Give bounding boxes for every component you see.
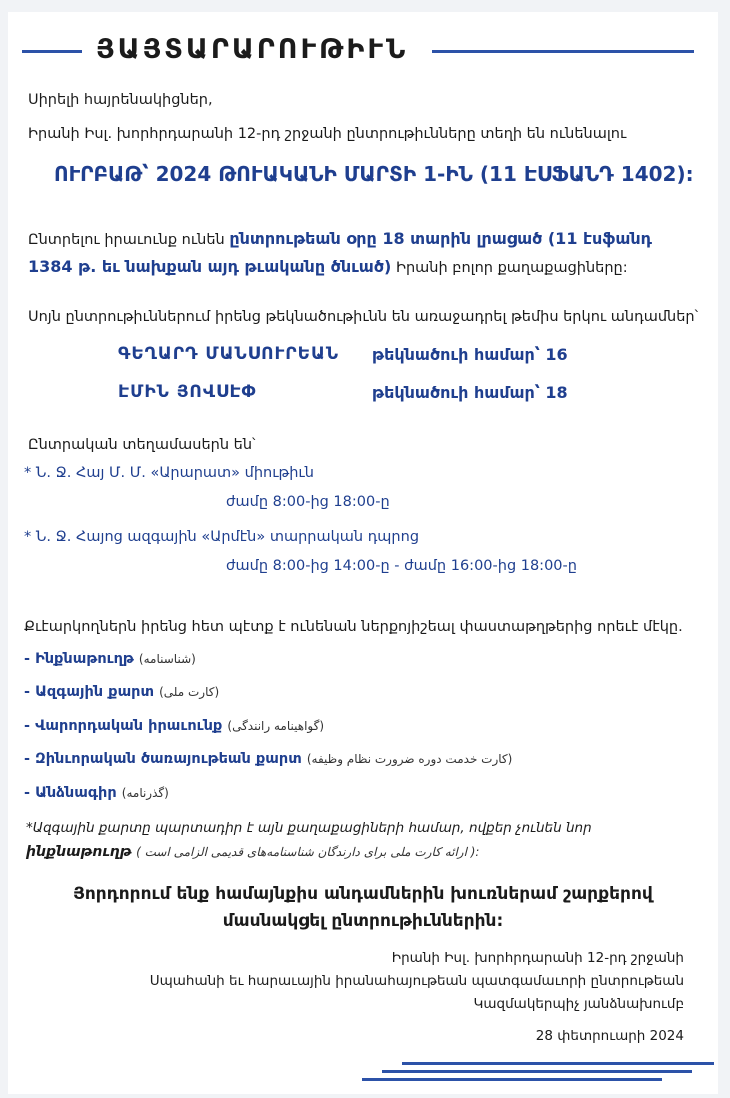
election-date-headline: ՈՒՐԲԱԹ՝ 2024 ԹՈՒԱԿԱՆԻ ՄԱՐՏԻ 1-ԻՆ (11 ԷՍՖԱՆԴ 1402): (54, 162, 694, 186)
document-label-3: - Վարորդական իրաւունք (24, 718, 223, 734)
document-item-2 (24, 684, 219, 700)
location-1-name: * Ն. Ջ. Հայ Մ. Մ. «Արարատ» միութիւն (24, 465, 314, 481)
document-label-4: - Զինւորական ծառայութեան քարտ (24, 751, 302, 767)
document-persian-5: (گذرنامه) (121, 786, 169, 800)
document-item-5 (24, 785, 169, 801)
signature-line-2: Սպահանի եւ հարաւային իրանահայութեան պատգամաւորի ընտրութեան (149, 973, 684, 989)
eligibility-highlight-2: 1384 թ. եւ նախքան այդ թւականը ծնւած) (28, 257, 392, 276)
location-1-hours: ժամը 8:00-ից 18:00-ը (226, 494, 390, 510)
note-line-1: *Ազգային քարտը պարտադիր է այն քաղաքացիների համար, ովքեր չունեն նոր (26, 820, 592, 836)
page-title: ՅԱՅՏԱՐԱՐՈՒԹԻՒՆ (96, 34, 409, 65)
location-2-hours: ժամը 8:00-ից 14:00-ը - ժամը 16:00-ից 18:00-ը (226, 558, 577, 574)
eligibility-suffix: Իրանի բոլոր քաղաքացիները: (395, 260, 628, 276)
eligibility-line-2 (28, 257, 628, 276)
document-persian-1: (شناسنامه) (138, 652, 196, 666)
eligibility-highlight-1: ընտրութեան օրը 18 տարին լրացած (11 էսֆանդ (229, 229, 652, 248)
greeting: Սիրելի հայրենակիցներ, (28, 92, 213, 108)
candidates-intro: Սոյն ընտրութիւններում իրենց թեկնածութիւնն են առաջադրել թեմիս երկու անդամներ՝ (28, 309, 699, 325)
candidate-number-2: թեկնածուի համար՝ 18 (372, 383, 568, 402)
document-persian-2: (کارت ملی) (159, 685, 220, 699)
candidate-number-1: թեկնածուի համար՝ 16 (372, 345, 568, 364)
note-line-2 (26, 844, 479, 860)
note-persian: ( ارائه کارت ملی برای دارندگان شناسنامه‌های قدیمی الزامی است ): (136, 845, 480, 859)
decorative-line-1 (402, 1062, 714, 1065)
document-persian-3: (گواهینامه رانندگی) (227, 719, 325, 733)
candidate-name-1: ԳԵՂԱՐԴ ՄԱՆՍՈՒՐԵԱՆ (118, 344, 339, 364)
eligibility-line-1 (28, 229, 652, 248)
location-2-name: * Ն. Ջ. Հայոց ազգային «Արմէն» տարրական դպրոց (24, 529, 419, 545)
document-item-1 (24, 651, 196, 667)
document-persian-4: (کارت خدمت دوره ضرورت نظام وظیفه) (306, 752, 513, 766)
note-armenian: ինքնաթուղթ (26, 844, 132, 860)
document-item-3 (24, 718, 324, 734)
documents-intro: Քւէարկողներն իրենց հետ պէտք է ունենան ներքոյիշեալ փաստաթղթերից որեւէ մէկը. (24, 619, 683, 635)
title-rule-right (432, 50, 694, 53)
document-item-4 (24, 751, 512, 767)
document-label-5: - Անձնագիր (24, 785, 117, 801)
closing-line-2: մասնակցել ընտրութիւններին: (222, 911, 504, 931)
eligibility-prefix: Ընտրելու իրաւունք ունեն (28, 232, 225, 248)
intro-text: Իրանի Իսլ. խորհրդարանի 12-րդ շրջանի ընտրութիւնները տեղի են ունենալու (28, 126, 627, 142)
locations-title: Ընտրական տեղամասերն են՝ (28, 437, 256, 453)
decorative-line-2 (382, 1070, 692, 1073)
signature-line-3: Կազմակերպիչ յանձնախումբ (473, 996, 684, 1012)
signature-line-1: Իրանի Իսլ. խորհրդարանի 12-րդ շրջանի (391, 950, 684, 966)
document-label-2: - Ազգային քարտ (24, 684, 155, 700)
document-label-1: - Ինքնաթուղթ (24, 651, 134, 667)
announcement-sheet (8, 12, 718, 1094)
decorative-line-3 (362, 1078, 662, 1081)
candidate-name-2: ԷՄԻՆ ՅՈՎՍԷՓ (118, 382, 257, 402)
signature-date: 28 փետրուարի 2024 (535, 1028, 684, 1044)
title-rule-left (22, 50, 82, 53)
closing-line-1: Յորդորում ենք համայնքիս անդամներին խուռներամ շարքերով (73, 884, 653, 904)
